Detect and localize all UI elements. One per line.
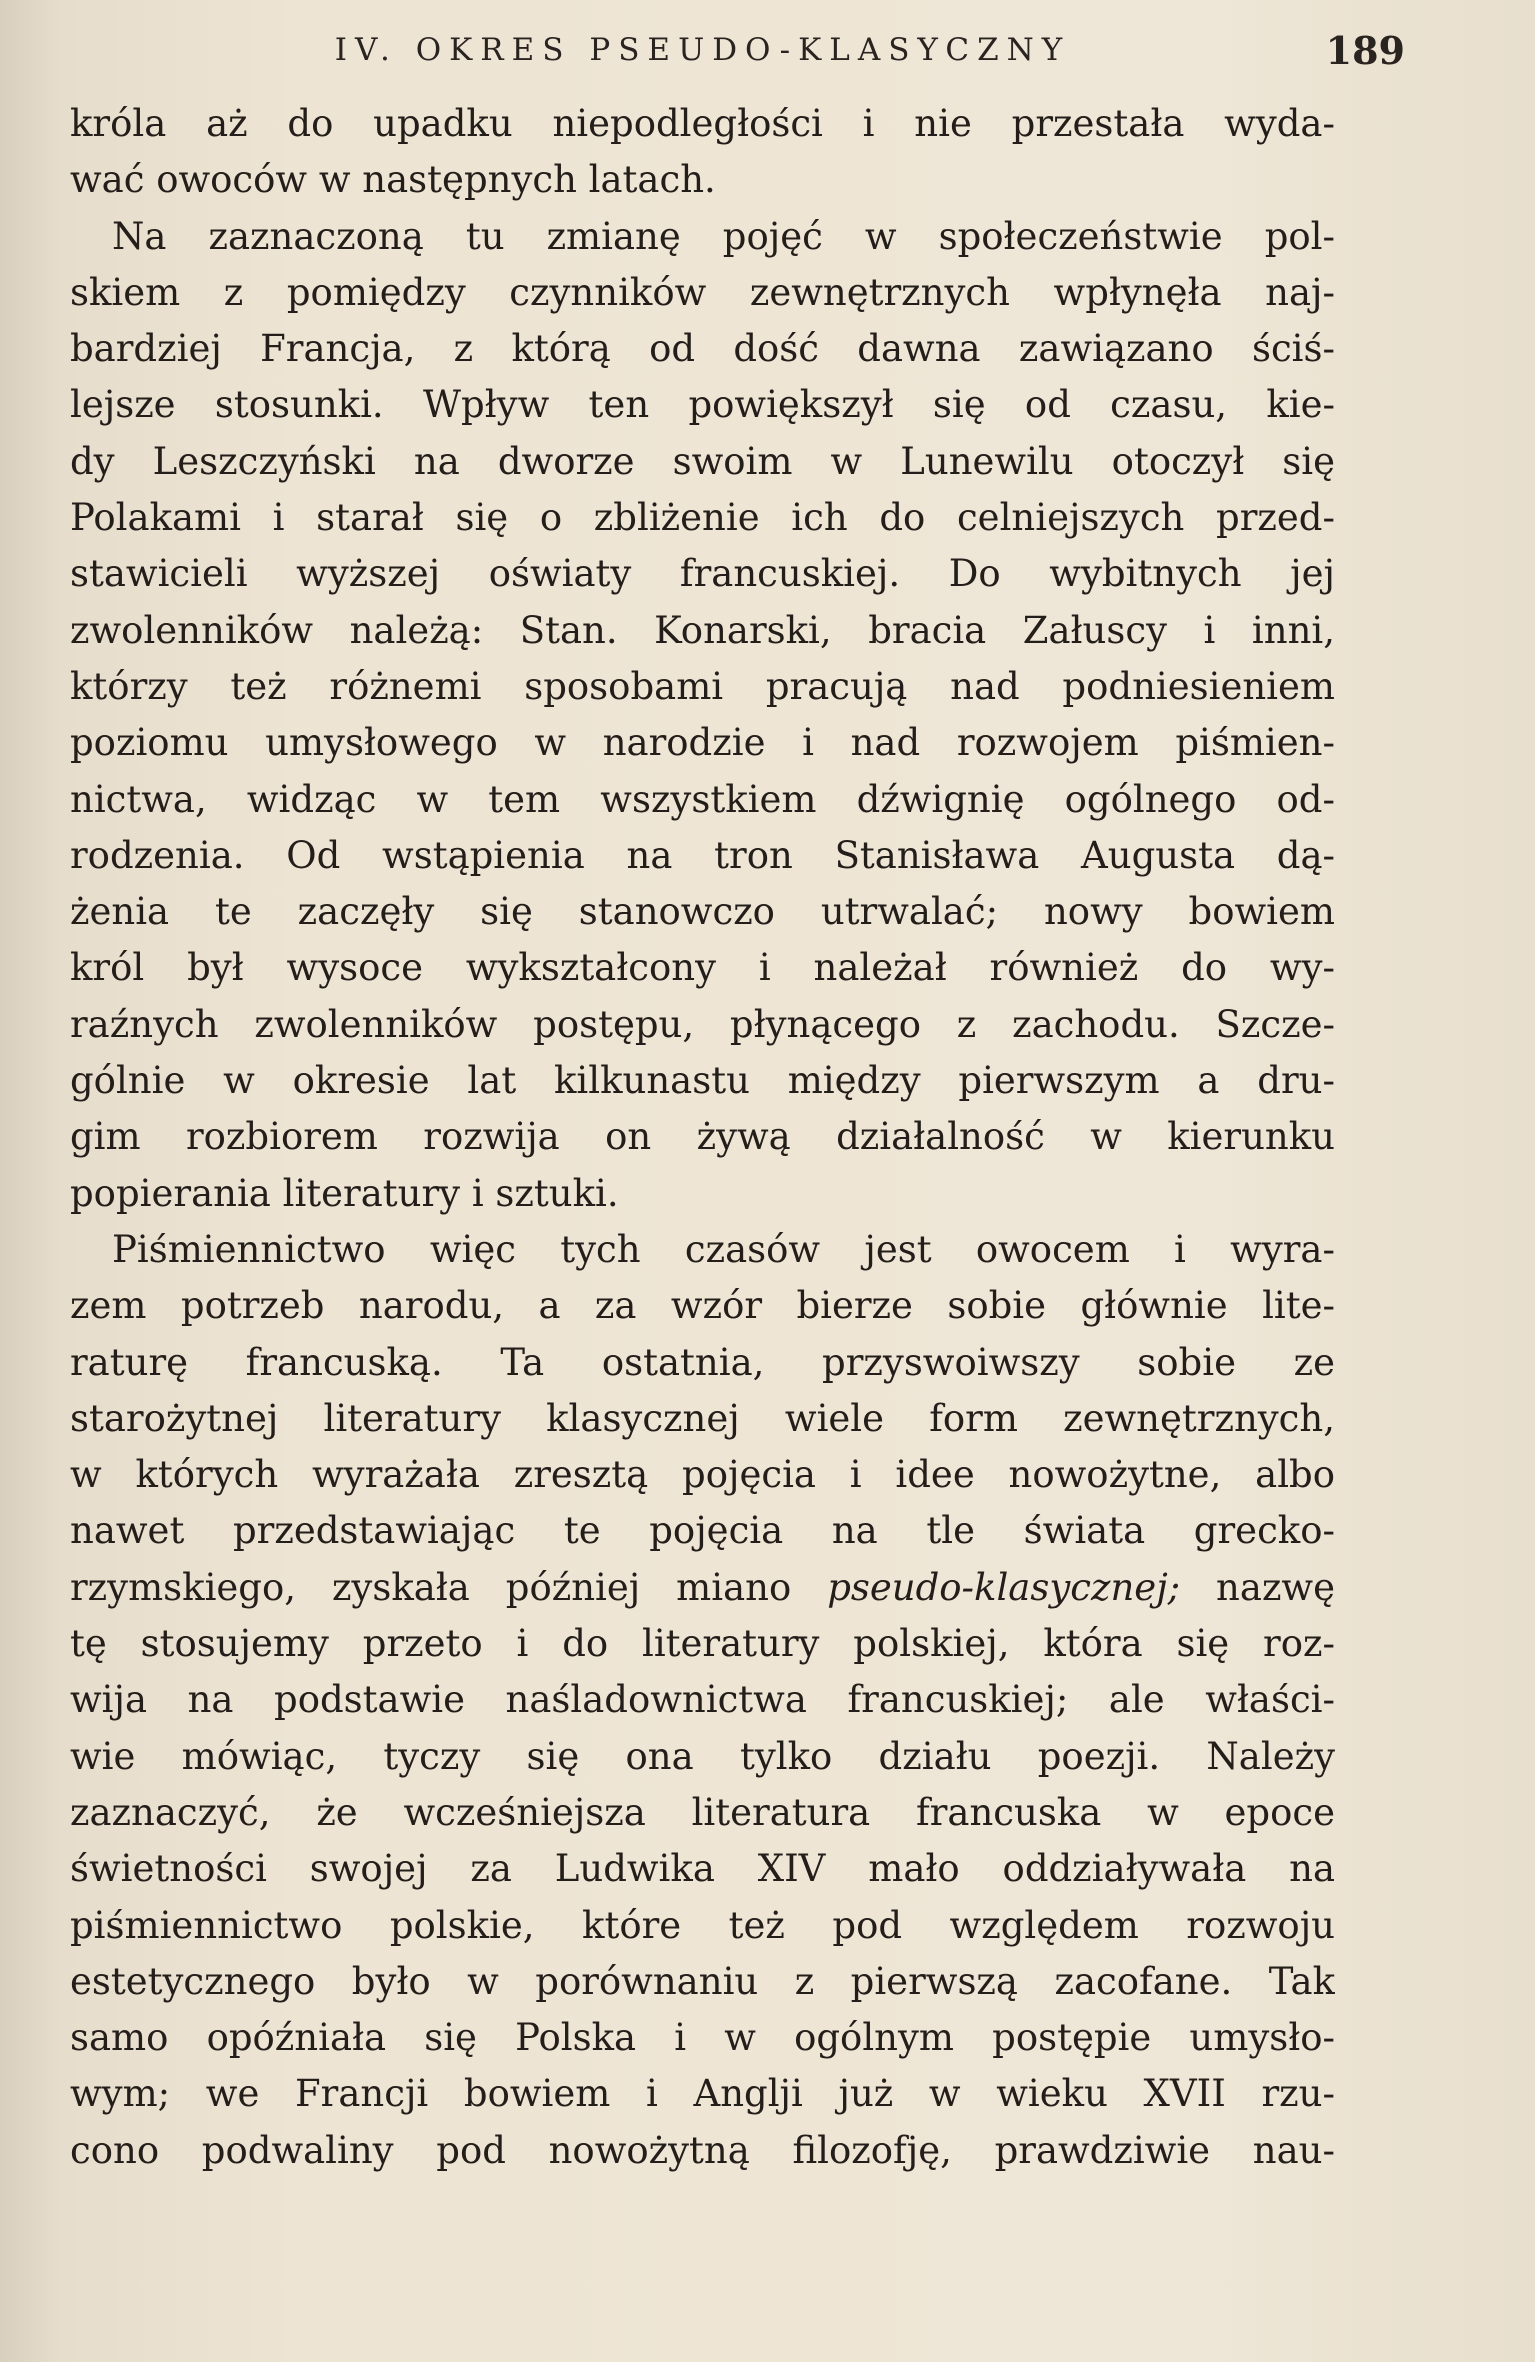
text-line: Polakami i starał się o zbliżenie ich do celniejszych przed-	[70, 496, 1335, 540]
text-line: nictwa, widząc w tem wszystkiem dźwignię ogólnego od-	[70, 777, 1335, 821]
text-line: skiem z pomiędzy czynników zewnętrznych wpłynęła naj-	[70, 270, 1335, 314]
text-line: raźnych zwolenników postępu, płynącego z zachodu. Szcze-	[70, 1002, 1335, 1046]
text-line: rodzenia. Od wstąpienia na tron Stanisława Augusta dą-	[70, 833, 1335, 877]
text-line	[70, 1560, 1335, 1616]
text-line: nawet przedstawiając te pojęcia na tle świata grecko-	[70, 1509, 1335, 1553]
text-line: Na zaznaczoną tu zmianę pojęć w społeczeństwie pol-	[112, 214, 1335, 258]
text-line: gim rozbiorem rozwija on żywą działalność w kierunku	[70, 1115, 1335, 1159]
text-line: gólnie w okresie lat kilkunastu między pierwszym a dru-	[70, 1059, 1335, 1103]
page-header	[70, 26, 1405, 78]
text-line: żenia te zaczęły się stanowczo utrwalać; nowy bowiem	[70, 890, 1335, 934]
text-line: dy Leszczyński na dworze swoim w Lunewilu otoczył się	[70, 439, 1335, 483]
text-line: zem potrzeb narodu, a za wzór bierze sobie głównie lite-	[70, 1284, 1335, 1328]
text-line: popierania literatury i sztuki.	[70, 1171, 619, 1215]
text-line: wie mówiąc, tyczy się ona tylko działu poezji. Należy	[70, 1734, 1335, 1778]
text-line: bardziej Francja, z którą od dość dawna zawiązano ściś-	[70, 327, 1335, 371]
body-text	[70, 96, 1335, 2179]
text-line: estetycznego było w porównaniu z pierwszą zacofane. Tak	[70, 1959, 1335, 2003]
text-line: lejsze stosunki. Wpływ ten powiększył się od czasu, kie-	[70, 383, 1335, 427]
running-title: IV. OKRES PSEUDO-KLASYCZNY	[334, 32, 1071, 68]
text-span: rzymskiego, zyskała później miano	[70, 1565, 828, 1609]
text-line: którzy też różnemi sposobami pracują nad podniesieniem	[70, 664, 1335, 708]
page-number: 189	[1325, 28, 1405, 73]
text-line: zwolenników należą: Stan. Konarski, bracia Załuscy i inni,	[70, 608, 1335, 652]
text-span: nazwę	[1180, 1565, 1335, 1609]
text-line: Piśmiennictwo więc tych czasów jest owocem i wyra-	[112, 1227, 1335, 1271]
text-line: poziomu umysłowego w narodzie i nad rozwojem piśmien-	[70, 721, 1335, 765]
text-line: w których wyrażała zresztą pojęcia i idee nowożytne, albo	[70, 1453, 1335, 1497]
text-line: raturę francuską. Ta ostatnia, przyswoiwszy sobie ze	[70, 1340, 1335, 1384]
text-line: piśmiennictwo polskie, które też pod względem rozwoju	[70, 1903, 1335, 1947]
text-line: starożytnej literatury klasycznej wiele form zewnętrznych,	[70, 1396, 1335, 1440]
text-line: stawicieli wyższej oświaty francuskiej. Do wybitnych jej	[70, 552, 1335, 596]
text-line: świetności swojej za Ludwika XIV mało oddziaływała na	[70, 1847, 1335, 1891]
text-line: wać owoców w następnych latach.	[70, 158, 716, 202]
text-line: cono podwaliny pod nowożytną filozofję, prawdziwie nau-	[70, 2128, 1335, 2172]
text-line: tę stosujemy przeto i do literatury polskiej, która się roz-	[70, 1622, 1335, 1666]
text-line: wym; we Francji bowiem i Anglji już w wieku XVII rzu-	[70, 2072, 1335, 2116]
text-line: zaznaczyć, że wcześniejsza literatura francuska w epoce	[70, 1790, 1335, 1834]
text-line: króla aż do upadku niepodległości i nie przestała wyda-	[70, 102, 1335, 145]
text-line: król był wysoce wykształcony i należał również do wy-	[70, 946, 1335, 990]
italic-term: pseudo-klasycznej;	[827, 1565, 1181, 1609]
text-line: wija na podstawie naśladownictwa francuskiej; ale właści-	[70, 1678, 1335, 1722]
text-line: samo opóźniała się Polska i w ogólnym postępie umysło-	[70, 2016, 1335, 2060]
